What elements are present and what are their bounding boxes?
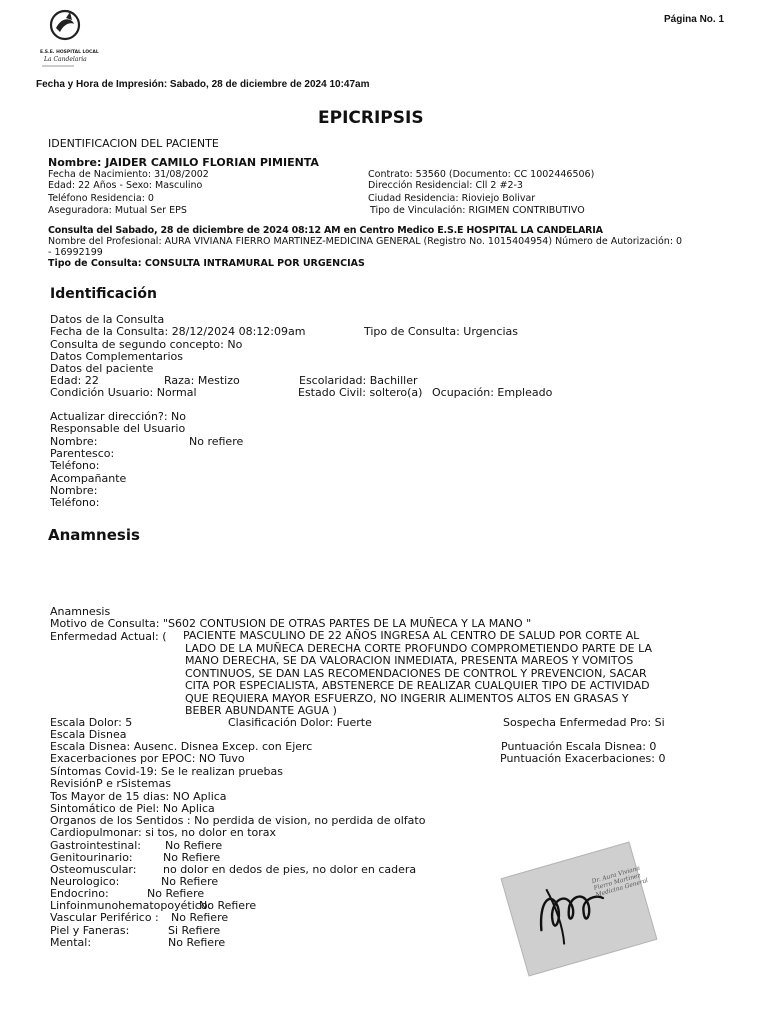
sintomatico-piel: Sintomático de Piel: No Aplica [50,802,215,815]
sintomas-covid: Síntomas Covid-19: Se le realizan pruebas [50,765,284,778]
parentesco-label: Parentesco: [50,447,115,460]
acompanante-label: Acompañante [50,472,127,485]
tos-mayor-15: Tos Mayor de 15 dias: NO Aplica [50,790,227,803]
signature-icon [502,843,656,976]
responsable-nombre-label: Nombre: [50,435,98,448]
enfermedad-line: LADO DE LA MUÑECA DERECHA CORTE PROFUNDO COMPROMETIENDO PARTE DE LA [185,641,653,655]
ocupacion-field: Ocupación: Empleado [432,386,553,399]
raza-field: Raza: Mestizo [164,374,240,387]
edad-field: Edad: 22 [50,374,99,387]
patient-phone: Teléfono Residencia: 0 [48,193,154,204]
cardiopulmonar: Cardiopulmonar: si tos, no dolor en torax [50,826,277,839]
enfermedad-line: MANO DERECHA, SE DA VALORACION INMEDIATA, PRESENTA MAREOS Y VOMITOS [185,654,634,667]
exacerbaciones-epoc: Exacerbaciones por EPOC: NO Tuvo [50,752,245,765]
system-label: Osteomuscular: [50,863,137,876]
system-value: No Refiere [161,875,219,888]
system-label: Mental: [50,936,92,949]
escala-disnea-title: Escala Disnea [50,728,127,741]
responsable-nombre-value: No refiere [189,435,244,448]
consult-line: Consulta del Sabado, 28 de diciembre de 2024 08:12 AM en Centro Medico E.S.E HOSPITAL LA CANDELARIA [48,225,603,236]
actualizar-direccion: Actualizar dirección?: No [50,410,186,423]
system-label: Vascular Periférico : [50,911,159,924]
system-label: Genitourinario: [50,851,133,864]
patient-link-type: Tipo de Vinculación: RIGIMEN CONTRIBUTIVO [370,205,585,216]
responsable-label: Responsable del Usuario [50,422,186,435]
system-value: No Refiere [163,851,221,864]
escala-dolor: Escala Dolor: 5 [50,716,133,729]
escala-disnea: Escala Disnea: Ausenc. Disnea Excep. con Ejerc [50,740,313,753]
acompanante-nombre-label: Nombre: [50,484,98,497]
datos-paciente-label: Datos del paciente [50,362,154,375]
enfermedad-line: CITA POR ESPECIALISTA, ABSTENERCE DE REALIZAR CUALQUIER TIPO DE ACTIVIDAD [185,679,650,692]
logo-line1: E.S.E. HOSPITAL LOCAL [40,50,99,55]
document-title: EPICRIPSIS [318,108,424,128]
segundo-concepto: Consulta de segundo concepto: No [50,338,243,351]
system-label: Piel y Faneras: [50,924,130,937]
hospital-logo [36,8,114,74]
signature-stamp [501,842,658,977]
logo-line2: La Candelaria [44,56,87,63]
system-value: No Refiere [147,887,205,900]
organos-sentidos: Organos de los Sentidos : No perdida de vision, no perdida de olfato [50,814,426,827]
system-value: No Refiere [168,936,226,949]
sospecha-enfermedad: Sospecha Enfermedad Pro: Si [503,716,665,729]
system-label: Neurologico: [50,875,120,888]
patient-name: Nombre: JAIDER CAMILO FLORIAN PIMIENTA [48,156,319,169]
fecha-consulta: Fecha de la Consulta: 28/12/2024 08:12:09am [50,325,306,338]
enfermedad-line: CONTINUOS, SE DAN LAS RECOMENDACIONES DE CONTROL Y PREVENCION, SACAR [185,666,647,680]
consult-professional: Nombre del Profesional: AURA VIVIANA FIERRO MARTINEZ-MEDICINA GENERAL (Registro No. 1015404954) Número de Autorización: 0 [48,236,683,247]
system-value: no dolor en dedos de pies, no dolor en cadera [163,863,417,876]
system-value: Si Refiere [168,924,221,937]
condicion-field: Condición Usuario: Normal [50,386,197,399]
motivo-consulta: Motivo de Consulta: "S602 CONTUSION DE OTRAS PARTES DE LA MUÑECA Y LA MANO " [50,617,532,630]
anamnesis-heading: Anamnesis [48,526,140,544]
enfermedad-label: Enfermedad Actual: ( [50,630,167,643]
patient-contract: Contrato: 53560 (Documento: CC 1002446506) [368,169,595,180]
print-datetime: Fecha y Hora de Impresión: Sabado, 28 de diciembre de 2024 10:47am [36,79,370,90]
acompanante-telefono-label: Teléfono: [50,496,100,509]
tipo-consulta: Tipo de Consulta: Urgencias [364,325,518,338]
revision-sistemas-title: RevisiónP e rSistemas [50,777,171,790]
consult-type: Tipo de Consulta: CONSULTA INTRAMURAL POR URGENCIAS [48,258,365,269]
identificacion-heading: Identificación [50,286,157,302]
consult-professional-cont: - 16992199 [48,247,103,258]
stamp-text: Dr. Aura Viviana Fierro Martinez Medicina General [591,864,649,899]
system-value: No Refiere [199,899,257,912]
enfermedad-text [183,630,652,718]
system-value: No Refiere [171,911,229,924]
enfermedad-line: PACIENTE MASCULINO DE 22 AÑOS INGRESA AL CENTRO DE SALUD POR CORTE AL [183,629,640,642]
page-number: Página No. 1 [664,14,725,25]
system-value: No Refiere [165,839,223,852]
system-label: Linfoinmunohematopoyético: [50,899,212,912]
system-label: Endocrino: [50,887,109,900]
system-label: Gastrointestinal: [50,839,142,852]
patient-address: Dirección Residencial: Cll 2 #2-3 [368,180,523,191]
datos-complementarios-label: Datos Complementarios [50,350,183,363]
enfermedad-line: BEBER ABUNDANTE AGUA ) [185,704,337,717]
escolaridad-field: Escolaridad: Bachiller [299,374,418,387]
estado-civil-field: Estado Civil: soltero(a) [298,386,423,399]
clasificacion-dolor: Clasificación Dolor: Fuerte [228,716,372,729]
anamnesis-label: Anamnesis [50,605,111,618]
responsable-telefono-label: Teléfono: [50,459,100,472]
puntuacion-exacerbaciones: Puntuación Exacerbaciones: 0 [500,752,666,765]
patient-age-sex: Edad: 22 Años - Sexo: Masculino [48,180,203,191]
enfermedad-line: QUE REQUIERA MAYOR ESFUERZO, NO INGERIR ALIMENTOS ALTOS EN GRASAS Y [185,691,629,705]
patient-insurer: Aseguradora: Mutual Ser EPS [48,205,187,216]
patient-city: Ciudad Residencia: Rioviejo Bolivar [368,193,536,204]
puntuacion-disnea: Puntuación Escala Disnea: 0 [501,740,657,753]
patient-section-title: IDENTIFICACION DEL PACIENTE [48,137,219,150]
patient-birth: Fecha de Nacimiento: 31/08/2002 [48,169,209,180]
datos-consulta-label: Datos de la Consulta [50,313,165,326]
